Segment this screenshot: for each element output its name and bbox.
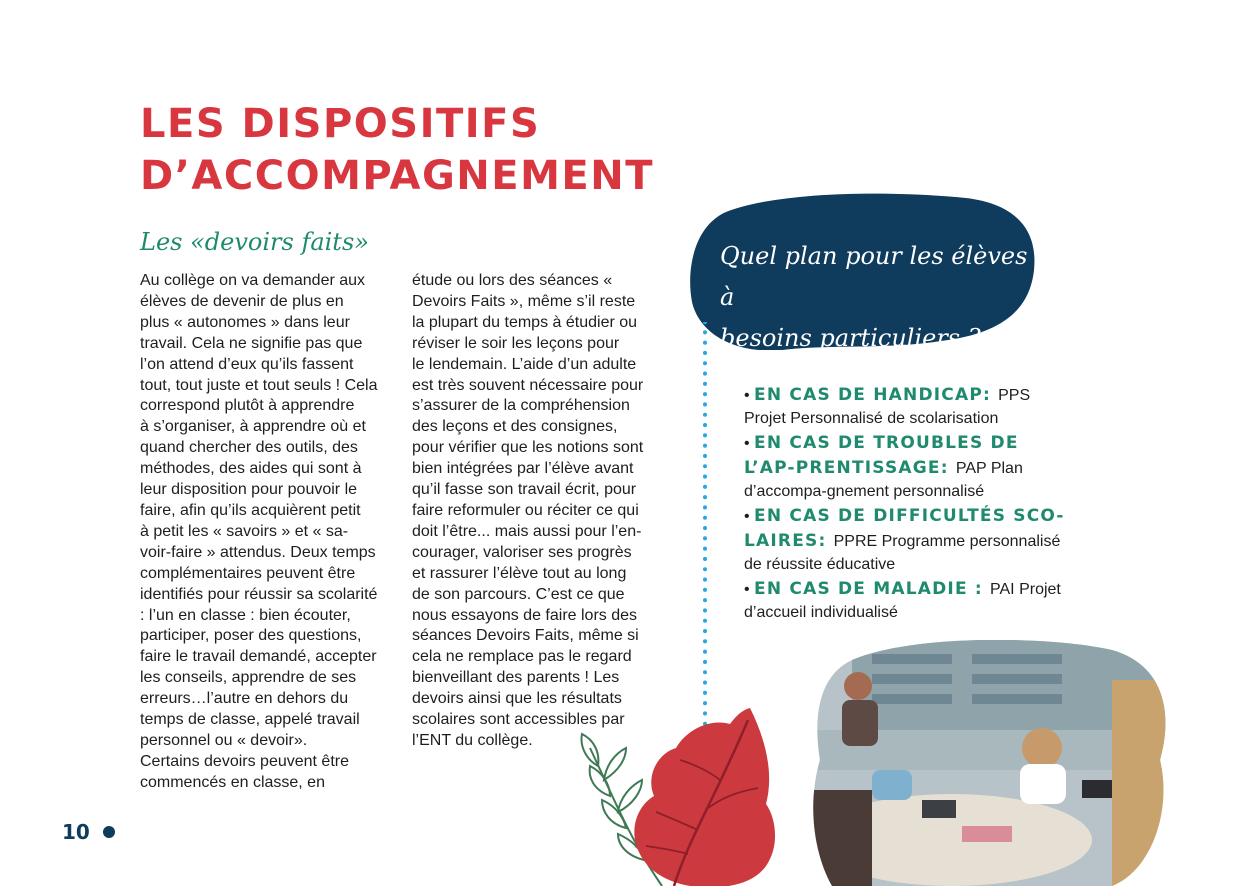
plan-description: PAI Projet d’accueil individualisé bbox=[744, 581, 1061, 621]
plan-heading: EN CAS DE HANDICAP bbox=[754, 385, 983, 405]
plan-item bbox=[744, 577, 1074, 623]
page-title-line-2: D’ACCOMPAGNEMENT bbox=[140, 153, 654, 199]
bullet: • bbox=[744, 581, 755, 598]
plan-separator: : bbox=[982, 385, 999, 405]
body-column-1: Au collège on va demander aux élèves de devenir de plus en plus « autonomes » dans leur travail. Cela ne signifie pas que l’on attend d’eux qu’ils fassent tout, tout juste et tout seuls ! Cela correspond plutôt à apprendre à s’organiser, à apprendre où et quand chercher des outils, des méthodes, des aides qui sont à leur disposition pour pouvoir le faire, afin qu’ils acquièrent petit à petit les « savoirs » et « sa- voir-faire » attendus. Deux temps complémentaires peuvent être identifiés pour réussir sa scolarité : l’un en classe : bien écouter, participer, poser des questions, faire le travail demandé, accepter les conseils, apprendre de ses erreurs…l’autre en dehors du temps de classe, appelé travail personnel ou « devoir». Certains devoirs peuvent être commencés en classe, en bbox=[140, 272, 378, 791]
plan-description: PPS Projet Personnalisé de scolarisation bbox=[744, 387, 1031, 427]
classroom-photo bbox=[812, 640, 1172, 886]
leaf-illustration bbox=[570, 700, 790, 886]
plans-list bbox=[744, 383, 1074, 625]
plan-description: PAP Plan d’accompa-gnement personnalisé bbox=[744, 460, 1023, 500]
page-number: 10 bbox=[62, 820, 90, 844]
bullet: • bbox=[744, 508, 755, 525]
plan-description: PPRE Programme personnalisé de réussite éducative bbox=[744, 533, 1061, 573]
plan-heading: EN CAS DE TROUBLES DE L’AP-PRENTISSAGE bbox=[744, 433, 1019, 478]
plan-item bbox=[744, 504, 1074, 575]
bullet: • bbox=[744, 435, 755, 452]
page-title-line-1: LES DISPOSITIFS bbox=[140, 101, 541, 147]
plan-item bbox=[744, 431, 1074, 502]
plan-separator: : bbox=[967, 579, 991, 599]
bullet: • bbox=[744, 387, 755, 404]
page-number-dot bbox=[103, 826, 115, 838]
plan-heading: EN CAS DE MALADIE bbox=[754, 579, 968, 599]
plan-separator: : bbox=[940, 458, 956, 478]
plan-separator: : bbox=[818, 531, 834, 551]
section-heading: Les «devoirs faits» bbox=[140, 228, 369, 256]
body-column-2: étude ou lors des séances « Devoirs Faits », même s’il reste la plupart du temps à étudier ou réviser le soir les leçons pour le lendemain. L’aide d’un adulte est très souvent nécessaire pour s’assurer de la compréhension des leçons et des consignes, pour vérifier que les notions sont bien intégrées par l’élève avant qu’il fasse son travail écrit, pour faire reformuler ou réciter ce qui doit l’être... mais aussi pour l’en- courager, valoriser ses progrès et rassurer l’élève tout au long de son parcours. C’est ce que nous essayons de faire lors des séances Devoirs Faits, même si cela ne remplace pas le regard bienveillant des parents ! Les devoirs ainsi que les résultats scolaires sont accessibles par l’ENT du collège. bbox=[412, 272, 644, 749]
blob-question: Quel plan pour les élèves à besoins particuliers ? bbox=[720, 242, 1028, 352]
page-title bbox=[140, 98, 654, 202]
plan-item bbox=[744, 383, 1074, 429]
dotted-divider bbox=[700, 322, 710, 742]
red-leaf-icon bbox=[634, 708, 775, 886]
plan-heading: EN CAS DE DIFFICULTÉS SCO-LAIRES bbox=[744, 506, 1065, 551]
